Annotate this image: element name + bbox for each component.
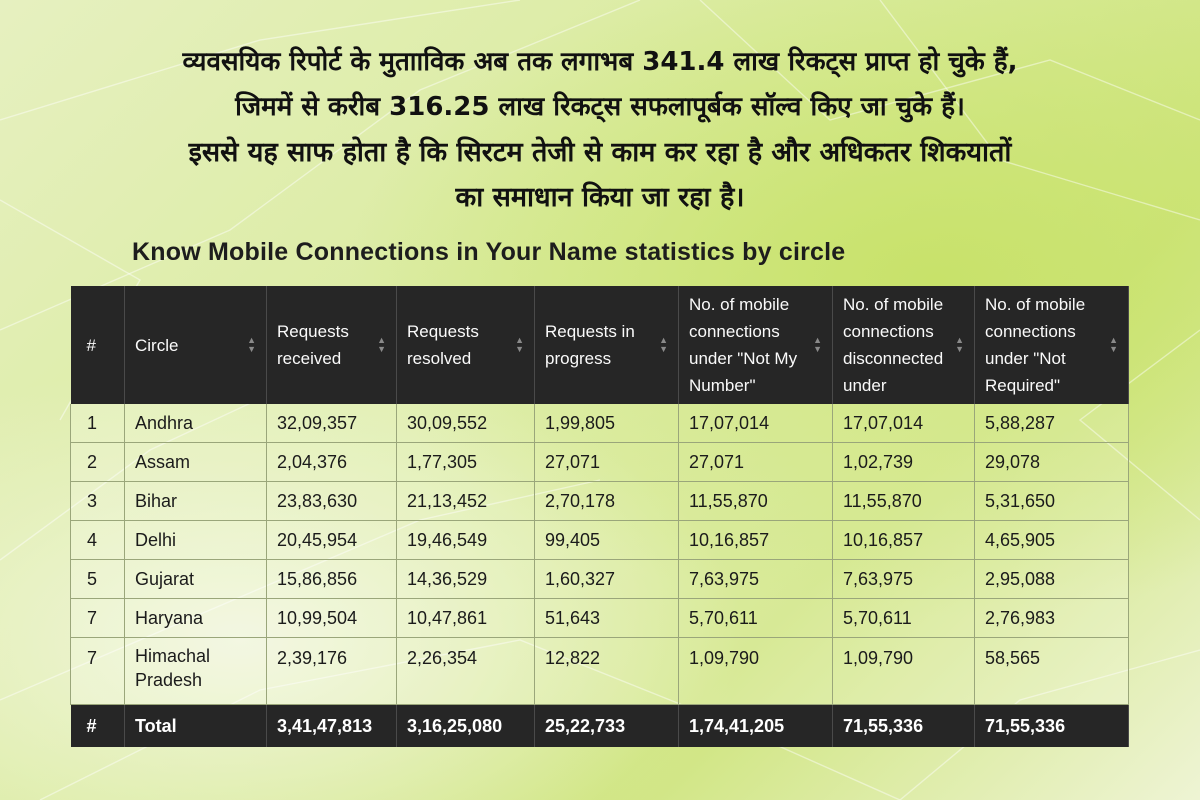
cell-requests-resolved: 21,13,452 [397,482,535,521]
cell-requests-received: 2,39,176 [267,638,397,705]
header-label: Requests resolved [407,322,479,368]
sort-icon[interactable]: ▲ ▼ [1109,335,1118,354]
cell-disconnected: 10,16,857 [833,521,975,560]
intro-line-2: जिममें से करीब 316.25 लाख रिकट्स सफलापूर्बक सॉल्व किए जा चुके हैं। [235,92,965,122]
cell-not-required: 4,65,905 [975,521,1129,560]
header-label: Requests in progress [545,322,635,368]
cell-not-required: 5,31,650 [975,482,1129,521]
cell-disconnected: 1,09,790 [833,638,975,705]
total-disconnected: 71,55,336 [833,705,975,748]
cell-not-required: 2,76,983 [975,599,1129,638]
cell-circle: Andhra [125,404,267,443]
cell-requests-resolved: 1,77,305 [397,443,535,482]
table-header-row [71,286,1129,404]
header-circle[interactable] [125,286,267,404]
cell-requests-in-progress: 12,822 [535,638,679,705]
cell-not-my-number: 11,55,870 [679,482,833,521]
table-row [71,404,1129,443]
cell-circle: Delhi [125,521,267,560]
header-label: No. of mobile connections under "Not Required" [985,295,1086,395]
cell-circle: Assam [125,443,267,482]
cell-disconnected: 5,70,611 [833,599,975,638]
total-row [71,705,1129,748]
cell-not-my-number: 10,16,857 [679,521,833,560]
total-not-my-number: 1,74,41,205 [679,705,833,748]
cell-disconnected: 17,07,014 [833,404,975,443]
table-title: Know Mobile Connections in Your Name statistics by circle [132,238,846,266]
header-not-required[interactable] [975,286,1129,404]
header-requests-in-progress[interactable] [535,286,679,404]
total-not-required: 71,55,336 [975,705,1129,748]
header-disconnected[interactable] [833,286,975,404]
sort-icon[interactable]: ▲ ▼ [247,335,256,354]
cell-requests-received: 2,04,376 [267,443,397,482]
intro-text [60,40,1140,220]
cell-requests-received: 20,45,954 [267,521,397,560]
header-not-my-number[interactable] [679,286,833,404]
table-row [71,638,1129,705]
cell-disconnected: 11,55,870 [833,482,975,521]
header-index [71,286,125,404]
cell-requests-in-progress: 1,60,327 [535,560,679,599]
cell-index: 2 [71,443,125,482]
intro-line-3: इससे यह साफ होता है कि सिरटम तेजी से काम कर रहा है और अधिकतर शिकयातों [188,137,1012,168]
cell-disconnected: 7,63,975 [833,560,975,599]
total-index: # [71,705,125,748]
header-label: # [86,335,96,355]
cell-requests-received: 15,86,856 [267,560,397,599]
table-row [71,482,1129,521]
table-row [71,443,1129,482]
total-requests-in-progress: 25,22,733 [535,705,679,748]
header-label: Circle [135,335,179,355]
header-requests-resolved[interactable] [397,286,535,404]
cell-index: 7 [71,599,125,638]
cell-requests-in-progress: 99,405 [535,521,679,560]
cell-not-my-number: 5,70,611 [679,599,833,638]
cell-requests-in-progress: 51,643 [535,599,679,638]
table-row [71,599,1129,638]
header-label: Requests received [277,322,349,368]
header-label: No. of mobile connections disconnected under [843,295,944,395]
cell-index: 7 [71,638,125,705]
cell-requests-resolved: 30,09,552 [397,404,535,443]
header-requests-received[interactable] [267,286,397,404]
cell-requests-resolved: 2,26,354 [397,638,535,705]
cell-not-my-number: 27,071 [679,443,833,482]
cell-not-my-number: 17,07,014 [679,404,833,443]
sort-icon[interactable]: ▲ ▼ [813,335,822,354]
table-row [71,560,1129,599]
table-row [71,521,1129,560]
cell-requests-resolved: 10,47,861 [397,599,535,638]
cell-index: 4 [71,521,125,560]
total-requests-received: 3,41,47,813 [267,705,397,748]
total-label: Total [125,705,267,748]
cell-index: 1 [71,404,125,443]
sort-icon[interactable]: ▲ ▼ [659,335,668,354]
cell-disconnected: 1,02,739 [833,443,975,482]
cell-requests-in-progress: 2,70,178 [535,482,679,521]
cell-circle: Himachal Pradesh [125,638,267,705]
cell-circle: Haryana [125,599,267,638]
intro-line-4: का समाधान किया जा रहा है। [455,182,745,213]
cell-index: 5 [71,560,125,599]
cell-circle: Gujarat [125,560,267,599]
cell-not-required: 29,078 [975,443,1129,482]
cell-requests-received: 10,99,504 [267,599,397,638]
cell-requests-received: 32,09,357 [267,404,397,443]
cell-requests-in-progress: 1,99,805 [535,404,679,443]
circle-statistics-table [70,286,1129,747]
cell-not-required: 2,95,088 [975,560,1129,599]
sort-icon[interactable]: ▲ ▼ [515,335,524,354]
cell-not-required: 58,565 [975,638,1129,705]
header-label: No. of mobile connections under "Not My Number" [689,295,798,395]
cell-index: 3 [71,482,125,521]
cell-requests-resolved: 19,46,549 [397,521,535,560]
cell-requests-resolved: 14,36,529 [397,560,535,599]
cell-not-required: 5,88,287 [975,404,1129,443]
cell-requests-received: 23,83,630 [267,482,397,521]
cell-requests-in-progress: 27,071 [535,443,679,482]
sort-icon[interactable]: ▲ ▼ [955,335,964,354]
sort-icon[interactable]: ▲ ▼ [377,335,386,354]
intro-line-1: व्यवसयिक रिपोर्ट के मुतााविक अब तक लगाभब 341.4 लाख रिकट्स प्राप्त हो चुके हैं, [182,47,1018,77]
cell-not-my-number: 1,09,790 [679,638,833,705]
total-requests-resolved: 3,16,25,080 [397,705,535,748]
cell-circle: Bihar [125,482,267,521]
cell-not-my-number: 7,63,975 [679,560,833,599]
